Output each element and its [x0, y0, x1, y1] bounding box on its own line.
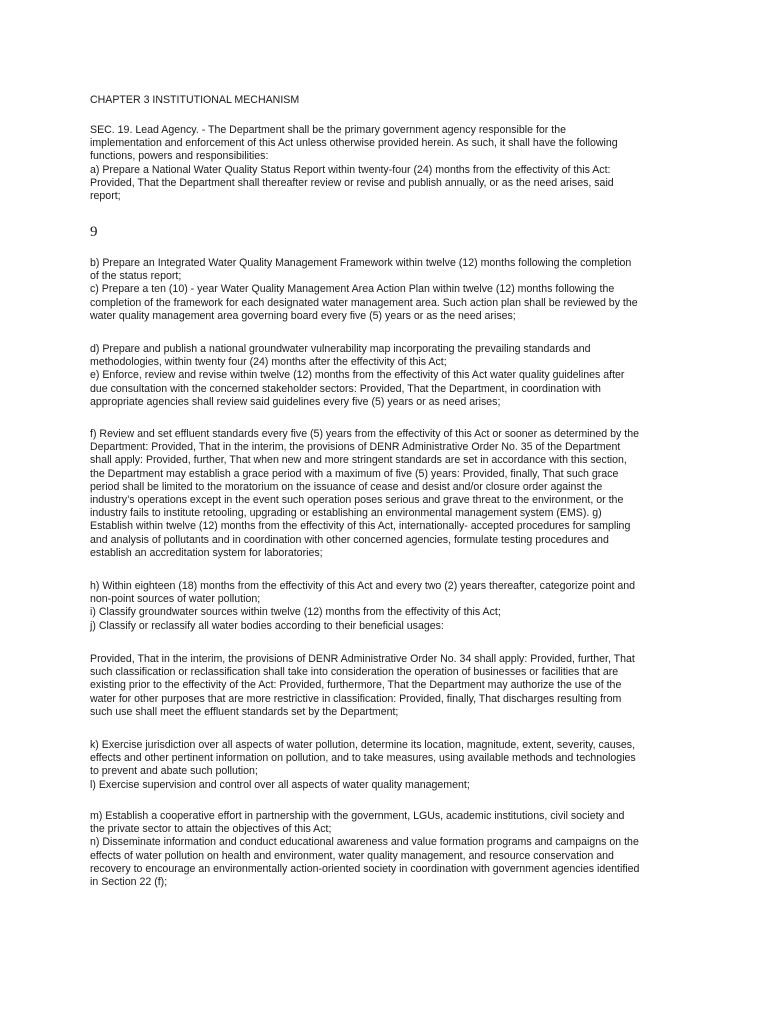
text-line: Provided, That the Department shall thereafter review or revise and publish annually, or as the need arises, said: [90, 176, 614, 189]
text-line: due consultation with the concerned stakeholder sectors: Provided, That the Department, in coordination with: [90, 382, 601, 395]
text-line: of the status report;: [90, 270, 182, 283]
text-line: the private sector to attain the objectives of this Act;: [90, 823, 332, 836]
text-line: h) Within eighteen (18) months from the effectivity of this Act and every two (2) years thereafter, categorize point and: [90, 580, 636, 592]
text-line: e) Enforce, review and revise within twelve (12) months from the effectivity of this Act water quality guidelines after: [90, 369, 625, 382]
text-line: water for other purposes that are more restrictive in classification: Provided, finally, That discharges resulting from: [90, 692, 622, 705]
text-line: m) Establish a cooperative effort in partnership with the government, LGUs, academic institutions, civil society and: [90, 810, 625, 822]
text-line: water quality management area governing board every five (5) years or as the need arises;: [90, 309, 516, 322]
paragraph-items-k-l: [90, 739, 690, 792]
text-line: industry fails to institute retooling, upgrading or establishing an environmental management system (EMS). g): [90, 507, 602, 520]
chapter-heading-text: CHAPTER 3 INSTITUTIONAL MECHANISM: [90, 94, 300, 106]
text-line: such use shall meet the effluent standards set by the Department;: [90, 705, 399, 718]
text-line: establish an accreditation system for laboratories;: [90, 546, 323, 559]
text-line: methodologies, within twenty four (24) months after the effectivity of this Act;: [90, 356, 447, 369]
text-line: existing prior to the effectivity of the Act: Provided, furthermore, That the Department may authorize the use of the: [90, 679, 622, 692]
text-line: effects and other pertinent information on pollution, and to take measures, using available methods and technologies: [90, 752, 636, 765]
paragraph-items-f-g: [90, 428, 690, 560]
text-line: such classification or reclassification shall take into consideration the operation of businesses or facilities that are: [90, 666, 619, 679]
text-line: appropriate agencies shall review said guidelines every five (5) years or as need arises;: [90, 395, 501, 408]
text-line: the Department may establish a grace period with a maximum of five (5) years: Provided, finally, That such grace: [90, 467, 619, 480]
text-line: SEC. 19. Lead Agency. - The Department shall be the primary government agency responsible for the: [90, 124, 566, 136]
text-line: b) Prepare an Integrated Water Quality Management Framework within twelve (12) months following the completion: [90, 257, 632, 269]
text-line: implementation and enforcement of this Act unless otherwise provided herein. As such, it shall have the following: [90, 137, 618, 150]
page-number: 9: [90, 224, 98, 240]
text-line: Establish within twelve (12) months from the effectivity of this Act, internationally- accepted procedures for sampling: [90, 520, 631, 533]
paragraph-items-m-n: [90, 810, 690, 889]
text-line: i) Classify groundwater sources within twelve (12) months from the effectivity of this Act;: [90, 606, 501, 619]
text-line: Department: Provided, That in the interim, the provisions of DENR Administrative Order No. 35 of the Department: [90, 441, 621, 454]
text-line: effects of water pollution on health and environment, water quality management, and resource conservation and: [90, 849, 614, 862]
paragraph-items-b-c: [90, 257, 690, 323]
text-line: completion of the framework for each designated water management area. Such action plan shall be reviewed by the: [90, 296, 638, 309]
text-line: l) Exercise supervision and control over all aspects of water quality management;: [90, 778, 470, 791]
paragraph-proviso: [90, 653, 690, 719]
text-line: Provided, That in the interim, the provisions of DENR Administrative Order No. 34 shall apply: Provided, further, That: [90, 653, 635, 665]
text-line: in Section 22 (f);: [90, 876, 168, 889]
text-line: non-point sources of water pollution;: [90, 593, 261, 606]
text-line: recovery to encourage an environmentally action-oriented society in coordination with government agencies identified: [90, 862, 640, 875]
paragraph-items-h-j: [90, 580, 690, 633]
text-line: f) Review and set effluent standards every five (5) years from the effectivity of this Act or sooner as determined by the: [90, 428, 639, 440]
text-line: period shall be limited to the moratorium on the issuance of cease and desist and/or closure order against the: [90, 480, 603, 493]
text-line: and analysis of pollutants and in coordination with other concerned agencies, formulate testing procedures and: [90, 533, 609, 546]
text-line: c) Prepare a ten (10) - year Water Quality Management Area Action Plan within twelve (12) months following the: [90, 283, 615, 296]
text-line: functions, powers and responsibilities:: [90, 150, 269, 163]
chapter-heading: [90, 94, 690, 107]
text-line: a) Prepare a National Water Quality Status Report within twenty-four (24) months from the effectivity of this Act:: [90, 163, 611, 176]
text-line: report;: [90, 190, 121, 203]
text-line: k) Exercise jurisdiction over all aspects of water pollution, determine its location, magnitude, extent, severity, causes,: [90, 739, 636, 751]
text-line: d) Prepare and publish a national groundwater vulnerability map incorporating the prevailing standards and: [90, 343, 591, 355]
text-line: to prevent and abate such pollution;: [90, 765, 258, 778]
text-line: industry’s operations except in the event such operation poses serious and grave threat to the environment, or the: [90, 494, 624, 507]
text-line: n) Disseminate information and conduct educational awareness and value formation programs and campaigns on the: [90, 836, 639, 849]
text-line: shall apply: Provided, further, That when new and more stringent standards are set in accordance with this section,: [90, 454, 627, 467]
paragraph-sec-19: [90, 124, 690, 203]
paragraph-items-d-e: [90, 343, 690, 409]
text-line: j) Classify or reclassify all water bodies according to their beneficial usages:: [90, 619, 444, 632]
